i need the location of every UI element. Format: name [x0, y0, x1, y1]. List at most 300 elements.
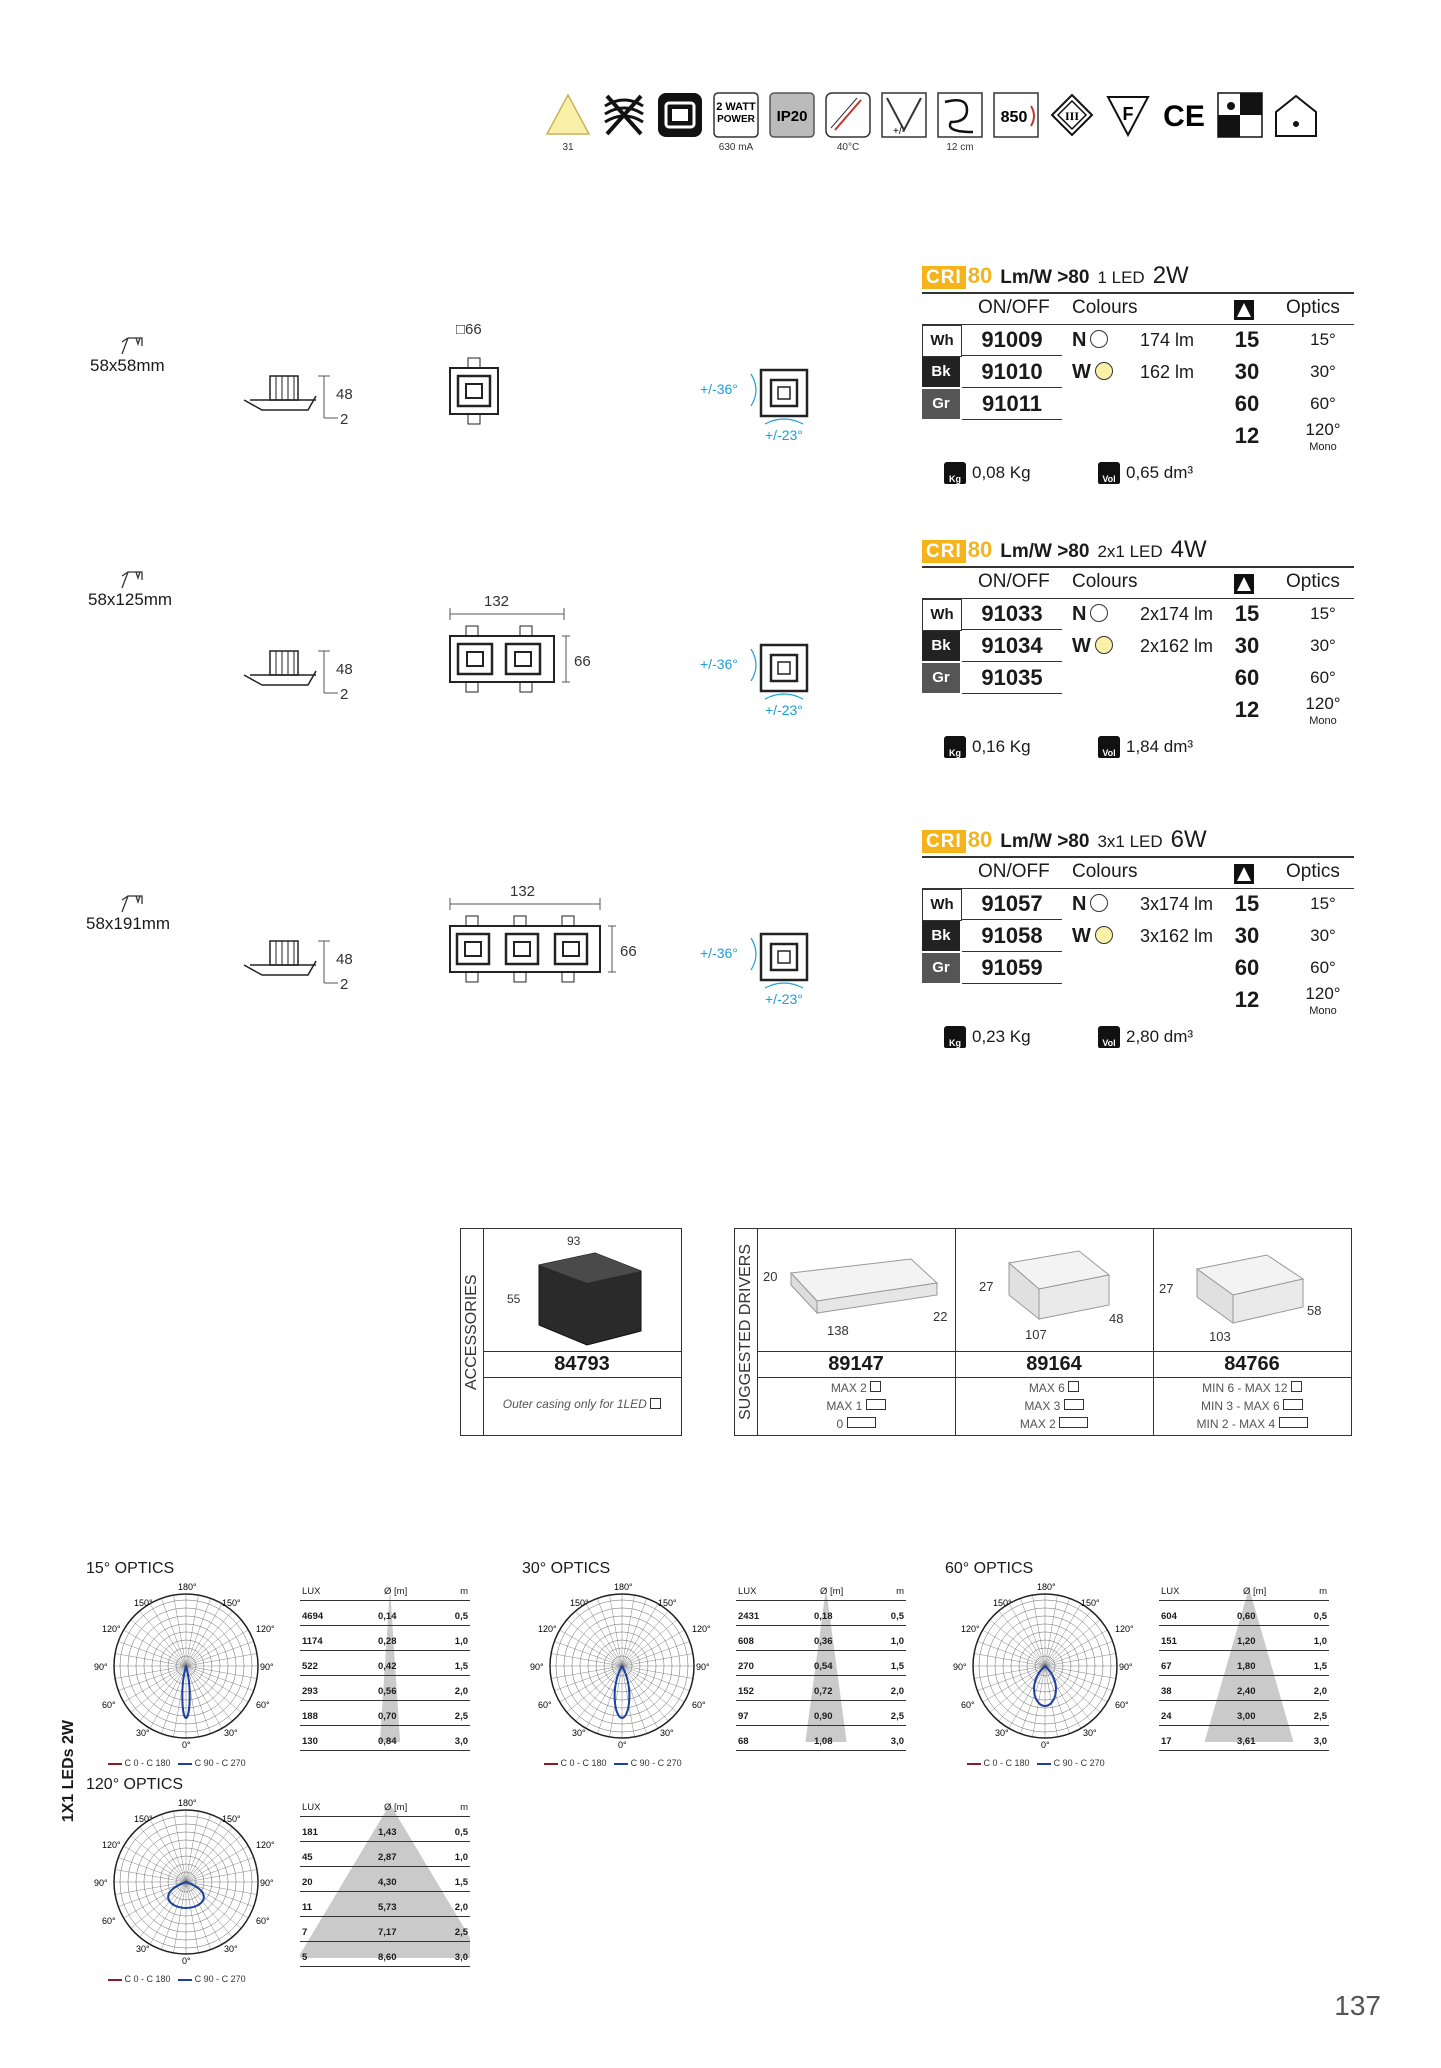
accessories-label: ACCESSORIES	[463, 1274, 480, 1390]
optic-angle: 60°	[1310, 394, 1336, 413]
finish-label: Wh	[922, 325, 962, 357]
tilt-horizontal: +/-36°	[700, 656, 738, 672]
optic-angle: 30°	[1310, 926, 1336, 945]
polar-angle-label: 60°	[692, 1700, 706, 1710]
svg-text:93: 93	[567, 1234, 581, 1248]
polar-angle-label: 90°	[953, 1662, 967, 1672]
table-row	[922, 921, 1354, 953]
side-profile-drawing	[240, 645, 360, 715]
polar-angle-label: 120°	[1115, 1624, 1134, 1634]
driver-code: 84766	[1224, 1353, 1280, 1375]
lux-row: 97 0,90 2,5	[736, 1701, 906, 1726]
product-code: 91035	[962, 663, 1062, 694]
lux-row: 45 2,87 1,0	[300, 1842, 470, 1867]
product-code: 91010	[962, 357, 1062, 388]
svg-text:POWER: POWER	[717, 114, 755, 125]
page-number: 137	[1334, 1990, 1381, 2021]
gap-dimension: 2	[340, 411, 349, 428]
finish-label: Wh	[922, 889, 962, 921]
beam-code: 12	[1234, 987, 1260, 1012]
polar-diagram	[522, 1578, 712, 1758]
optics-title: 60° OPTICS	[945, 1560, 1034, 1577]
polar-angle-label: 0°	[1041, 1740, 1050, 1750]
lmw-label: Lm/W >80	[1000, 267, 1090, 288]
lumen-value: 2x174 lm	[1140, 604, 1214, 624]
polar-angle-label: 30°	[136, 1944, 150, 1954]
spec-title	[922, 536, 1354, 566]
lux-header: LUX Ø [m] m	[300, 1798, 470, 1817]
optics-title: 15° OPTICS	[86, 1560, 175, 1577]
polar-angle-label: 90°	[530, 1662, 544, 1672]
beam-angle-icon	[1234, 300, 1254, 326]
polar-diagram	[86, 1578, 276, 1758]
lux-row: 604 0,60 0,5	[1159, 1601, 1329, 1626]
cri-badge: CRI	[922, 540, 966, 563]
polar-angle-label: 150°	[134, 1598, 153, 1608]
colours-header: Colours	[1072, 861, 1138, 882]
svg-text:27: 27	[979, 1279, 994, 1294]
svg-text:138: 138	[827, 1323, 849, 1338]
beam-code: 30	[1234, 633, 1260, 658]
svg-text:850: 850	[1000, 109, 1028, 126]
lux-table	[300, 1582, 470, 1751]
lux-row: 608 0,36 1,0	[736, 1626, 906, 1651]
polar-angle-label: 180°	[614, 1582, 633, 1592]
polar-angle-label: 60°	[538, 1700, 552, 1710]
legend-c90: C 90 - C 270	[194, 1758, 246, 1768]
lumen-value: 3x174 lm	[1140, 894, 1214, 914]
finish-label: Gr	[922, 389, 960, 419]
product-code: 91058	[962, 921, 1062, 952]
optic-angle: 15°	[1310, 604, 1336, 623]
lux-row: 20 4,30 1,5	[300, 1867, 470, 1892]
onoff-header: ON/OFF	[978, 571, 1050, 592]
table-row	[922, 599, 1354, 631]
mono-label: Mono	[1309, 1005, 1337, 1017]
polar-angle-label: 120°	[538, 1624, 557, 1634]
optic-angle: 120°	[1305, 984, 1341, 1003]
beam-code: 60	[1234, 665, 1260, 690]
svg-text:F: F	[1122, 104, 1134, 124]
accessory-note: Outer casing only for 1LED	[483, 1397, 681, 1411]
polar-angle-label: 180°	[1037, 1582, 1056, 1592]
warm-circle-icon	[1095, 926, 1113, 944]
polar-angle-label: 30°	[136, 1728, 150, 1738]
product-code: 91009	[962, 325, 1062, 356]
lux-row: 152 0,72 2,0	[736, 1676, 906, 1701]
neutral-circle-icon	[1090, 330, 1108, 348]
svg-text:55: 55	[507, 1292, 521, 1306]
lux-row: 151 1,20 1,0	[1159, 1626, 1329, 1651]
polar-angle-label: 120°	[102, 1624, 121, 1634]
optics-title: 30° OPTICS	[522, 1560, 611, 1577]
led-count: 2x1 LED	[1097, 542, 1163, 561]
tilt-vertical: +/-23°	[765, 427, 803, 443]
product-code: 91011	[962, 389, 1062, 420]
polar-angle-label: 150°	[993, 1598, 1012, 1608]
lux-row: 38 2,40 2,0	[1159, 1676, 1329, 1701]
weight-icon: Kg	[944, 1026, 966, 1048]
cri-badge: CRI	[922, 830, 966, 853]
one-led-icon	[870, 1381, 881, 1392]
product-code: 91059	[962, 953, 1062, 984]
cri-value: 80	[967, 827, 993, 852]
colour-temp: W	[1072, 357, 1113, 387]
tilt-drawing	[695, 924, 825, 1014]
weight-icon: Kg	[944, 736, 966, 758]
polar-legend	[967, 1758, 1105, 1768]
side-label: 1X1 LEDs 2W	[60, 1720, 77, 1823]
polar-angle-label: 60°	[102, 1916, 116, 1926]
mono-label: Mono	[1309, 441, 1337, 453]
optics-header: Optics	[1286, 571, 1340, 592]
wattage: 6W	[1170, 826, 1207, 853]
side-profile-drawing	[240, 935, 360, 1005]
optic-angle: 15°	[1310, 894, 1336, 913]
polar-angle-label: 60°	[102, 1700, 116, 1710]
lumen-value: 3x162 lm	[1140, 926, 1214, 946]
f-mark-icon	[1105, 92, 1151, 138]
beam-code: 15	[1234, 601, 1260, 626]
spec-header	[922, 856, 1354, 889]
table-row	[922, 631, 1354, 663]
outer-casing-drawing	[491, 1231, 677, 1351]
cri-value: 80	[967, 537, 993, 562]
table-row	[922, 663, 1354, 695]
colours-header: Colours	[1072, 297, 1138, 318]
polar-angle-label: 90°	[94, 1662, 108, 1672]
polar-angle-label: 90°	[260, 1878, 274, 1888]
lux-row: 7 7,17 2,5	[300, 1917, 470, 1942]
polar-angle-label: 150°	[134, 1814, 153, 1824]
two-led-icon	[1064, 1399, 1084, 1410]
optic-angle: 15°	[1310, 330, 1336, 349]
beam-code: 30	[1234, 359, 1260, 384]
driver-drawing	[1157, 1239, 1347, 1349]
lux-table	[1159, 1582, 1329, 1751]
svg-text:IP20: IP20	[776, 108, 808, 125]
legend-c0: C 0 - C 180	[124, 1974, 171, 1984]
lumen-value: 162 lm	[1140, 362, 1195, 382]
volume-icon: Vol	[1098, 1026, 1120, 1048]
spec-title	[922, 826, 1354, 856]
table-row	[922, 695, 1354, 727]
lux-header: LUX Ø [m] m	[300, 1582, 470, 1601]
driver-capacity: MIN 6 - MAX 12 MIN 3 - MAX 6 MIN 2 - MAX 4	[1153, 1379, 1351, 1433]
colour-temp: W	[1072, 921, 1113, 951]
lumen-value: 2x162 lm	[1140, 636, 1214, 656]
product-code: 91033	[962, 599, 1062, 630]
lux-row: 181 1,43 0,5	[300, 1817, 470, 1842]
front-drawing	[440, 590, 600, 710]
accessories-box	[460, 1228, 682, 1436]
lux-row: 5 8,60 3,0	[300, 1942, 470, 1967]
polar-angle-label: 60°	[256, 1700, 270, 1710]
optics-header: Optics	[1286, 297, 1340, 318]
polar-angle-label: 150°	[658, 1598, 677, 1608]
colour-temp: N	[1072, 599, 1108, 629]
warm-circle-icon	[1095, 636, 1113, 654]
temperature-icon: 40°C	[825, 92, 871, 138]
finish-label: Bk	[922, 921, 960, 951]
svg-text:III: III	[1064, 109, 1080, 123]
table-row	[922, 953, 1354, 985]
spec-table	[922, 536, 1354, 758]
lux-row: 2431 0,18 0,5	[736, 1601, 906, 1626]
polar-legend	[544, 1758, 682, 1768]
beam-code: 12	[1234, 697, 1260, 722]
lux-header: LUX Ø [m] m	[736, 1582, 906, 1601]
svg-text:48: 48	[1109, 1311, 1124, 1326]
svg-text:CE: CE	[1163, 100, 1205, 133]
optic-angle: 60°	[1310, 958, 1336, 977]
legend-c0: C 0 - C 180	[983, 1758, 1030, 1768]
three-led-icon	[1059, 1417, 1088, 1428]
half-tile-icon	[1217, 92, 1263, 138]
front-drawing	[440, 318, 550, 428]
optics-title: 120° OPTICS	[86, 1776, 184, 1793]
three-led-icon	[1279, 1417, 1308, 1428]
lux-row: 24 3,00 2,5	[1159, 1701, 1329, 1726]
cri-value: 80	[967, 263, 993, 288]
table-row	[922, 889, 1354, 921]
tilt-vertical: +/-23°	[765, 702, 803, 718]
lux-row: 522 0,42 1,5	[300, 1651, 470, 1676]
finish-label: Gr	[922, 953, 960, 983]
polar-angle-label: 120°	[692, 1624, 711, 1634]
polar-angle-label: 120°	[961, 1624, 980, 1634]
optic-angle: 30°	[1310, 636, 1336, 655]
lux-table	[300, 1798, 470, 1967]
lux-row: 17 3,61 3,0	[1159, 1726, 1329, 1751]
tilt-drawing	[695, 360, 825, 450]
spec-table	[922, 262, 1354, 484]
polar-angle-label: 60°	[256, 1916, 270, 1926]
warning-triangle-icon: 31	[545, 92, 591, 138]
class-iii-icon	[1049, 92, 1095, 138]
driver-drawing	[761, 1239, 951, 1349]
polar-angle-label: 30°	[1083, 1728, 1097, 1738]
tilt-horizontal: +/-36°	[700, 381, 738, 397]
height-dimension: 48	[336, 951, 353, 968]
polar-legend	[108, 1974, 246, 1984]
cri-badge: CRI	[922, 266, 966, 289]
volume: Vol 1,84 dm³	[1098, 736, 1193, 758]
finish-label: Bk	[922, 357, 960, 387]
svg-text:103: 103	[1209, 1329, 1231, 1344]
side-dimension: 66	[620, 943, 637, 960]
polar-angle-label: 90°	[1119, 1662, 1133, 1672]
tilt-vertical: +/-23°	[765, 991, 803, 1007]
house-icon	[1273, 92, 1319, 138]
polar-angle-label: 150°	[222, 1814, 241, 1824]
gap-dimension: 2	[340, 976, 349, 993]
legend-c90: C 90 - C 270	[1053, 1758, 1105, 1768]
side-profile-drawing	[240, 370, 360, 440]
lumen-value: 174 lm	[1140, 330, 1195, 350]
volume-icon: Vol	[1098, 462, 1120, 484]
polar-angle-label: 30°	[224, 1728, 238, 1738]
legend-c0: C 0 - C 180	[124, 1758, 171, 1768]
size-caption: 58x58mm	[90, 356, 165, 375]
legend-c0: C 0 - C 180	[560, 1758, 607, 1768]
lmw-label: Lm/W >80	[1000, 831, 1090, 852]
wattage: 2W	[1152, 262, 1189, 289]
polar-angle-label: 90°	[696, 1662, 710, 1672]
mono-label: Mono	[1309, 715, 1337, 727]
onoff-header: ON/OFF	[978, 297, 1050, 318]
spec-table	[922, 826, 1354, 1048]
colour-temp: W	[1072, 631, 1113, 661]
table-row	[922, 421, 1354, 453]
volume: Vol 2,80 dm³	[1098, 1026, 1193, 1048]
optic-angle: 120°	[1305, 420, 1341, 439]
spec-header	[922, 292, 1354, 325]
top-dimension: 132	[484, 593, 510, 610]
front-drawing	[440, 880, 660, 1000]
beam-code: 15	[1234, 327, 1260, 352]
top-dimension: □66	[456, 321, 482, 338]
driver-code: 89164	[1026, 1353, 1082, 1375]
weight: Kg 0,23 Kg	[944, 1026, 1031, 1048]
lux-row: 1174 0,28 1,0	[300, 1626, 470, 1651]
polar-angle-label: 30°	[572, 1728, 586, 1738]
certification-icon-strip	[545, 92, 1319, 153]
beam-code: 60	[1234, 955, 1260, 980]
table-row	[922, 389, 1354, 421]
lux-row: 68 1,08 3,0	[736, 1726, 906, 1751]
spec-header	[922, 566, 1354, 599]
driver-code: 89147	[828, 1353, 884, 1375]
tilt-horizontal: +/-36°	[700, 945, 738, 961]
svg-text:27: 27	[1159, 1281, 1174, 1296]
power-icon: 2 WATT POWER 630 mA	[713, 92, 759, 138]
optic-angle: 30°	[1310, 362, 1336, 381]
height-dimension: 48	[336, 386, 353, 403]
weight-icon: Kg	[944, 462, 966, 484]
polar-angle-label: 0°	[182, 1956, 191, 1966]
polar-angle-label: 180°	[178, 1798, 197, 1808]
polar-diagram	[945, 1578, 1135, 1758]
one-led-icon	[1068, 1381, 1079, 1392]
drivers-box	[734, 1228, 1352, 1436]
driver-box-icon	[657, 92, 703, 138]
colour-temp: N	[1072, 889, 1108, 919]
svg-text:2 WATT: 2 WATT	[716, 101, 756, 113]
polar-angle-label: 150°	[1081, 1598, 1100, 1608]
colours-header: Colours	[1072, 571, 1138, 592]
weight: Kg 0,16 Kg	[944, 736, 1031, 758]
optics-header: Optics	[1286, 861, 1340, 882]
lux-table	[736, 1582, 906, 1751]
side-dimension: 66	[574, 653, 591, 670]
svg-text:+/-: +/-	[893, 126, 905, 137]
polar-angle-label: 30°	[660, 1728, 674, 1738]
no-insulation-icon	[601, 92, 647, 138]
table-row	[922, 325, 1354, 357]
volume-icon: Vol	[1098, 736, 1120, 758]
accessory-code: 84793	[554, 1353, 610, 1375]
polar-angle-label: 30°	[224, 1944, 238, 1954]
polar-angle-label: 60°	[1115, 1700, 1129, 1710]
warm-circle-icon	[1095, 362, 1113, 380]
table-row	[922, 357, 1354, 389]
beam-code: 30	[1234, 923, 1260, 948]
polar-angle-label: 180°	[178, 1582, 197, 1592]
lux-row: 293 0,56 2,0	[300, 1676, 470, 1701]
legend-c90: C 90 - C 270	[194, 1974, 246, 1984]
finish-label: Gr	[922, 663, 960, 693]
onoff-header: ON/OFF	[978, 861, 1050, 882]
table-row	[922, 985, 1354, 1017]
dimmable-icon	[881, 92, 927, 138]
cable-icon: 12 cm	[937, 92, 983, 138]
svg-text:107: 107	[1025, 1327, 1047, 1342]
two-led-icon	[1283, 1399, 1303, 1410]
top-dimension: 132	[510, 883, 536, 900]
beam-code: 15	[1234, 891, 1260, 916]
led-count: 1 LED	[1097, 268, 1145, 287]
legend-c90: C 90 - C 270	[630, 1758, 682, 1768]
polar-angle-label: 60°	[961, 1700, 975, 1710]
lux-row: 4694 0,14 0,5	[300, 1601, 470, 1626]
beam-angle-icon	[1234, 574, 1254, 600]
polar-angle-label: 150°	[222, 1598, 241, 1608]
driver-drawing	[959, 1239, 1149, 1349]
850-icon	[993, 92, 1039, 138]
drivers-label: SUGGESTED DRIVERS	[737, 1243, 754, 1421]
beam-code: 60	[1234, 391, 1260, 416]
polar-diagram	[86, 1794, 276, 1974]
polar-angle-label: 90°	[260, 1662, 274, 1672]
weight: Kg 0,08 Kg	[944, 462, 1031, 484]
finish-label: Wh	[922, 599, 962, 631]
lmw-label: Lm/W >80	[1000, 541, 1090, 562]
wattage: 4W	[1170, 536, 1207, 563]
one-led-icon	[1291, 1381, 1302, 1392]
polar-angle-label: 120°	[256, 1624, 275, 1634]
polar-legend	[108, 1758, 246, 1768]
lux-row: 67 1,80 1,5	[1159, 1651, 1329, 1676]
beam-angle-icon	[1234, 864, 1254, 890]
two-led-icon	[866, 1399, 886, 1410]
gap-dimension: 2	[340, 686, 349, 703]
three-led-icon	[847, 1417, 876, 1428]
svg-text:22: 22	[933, 1309, 948, 1324]
beam-code: 12	[1234, 423, 1260, 448]
ce-mark-icon	[1161, 92, 1207, 138]
lux-row: 130 0,84 3,0	[300, 1726, 470, 1751]
polar-angle-label: 120°	[256, 1840, 275, 1850]
polar-angle-label: 30°	[995, 1728, 1009, 1738]
polar-angle-label: 90°	[94, 1878, 108, 1888]
finish-label: Bk	[922, 631, 960, 661]
led-count: 3x1 LED	[1097, 832, 1163, 851]
neutral-circle-icon	[1090, 604, 1108, 622]
driver-capacity: MAX 2 MAX 1 0	[757, 1379, 955, 1433]
lux-row: 11 5,73 2,0	[300, 1892, 470, 1917]
optic-angle: 60°	[1310, 668, 1336, 687]
polar-angle-label: 150°	[570, 1598, 589, 1608]
lux-header: LUX Ø [m] m	[1159, 1582, 1329, 1601]
svg-text:20: 20	[763, 1269, 778, 1284]
lux-row: 270 0,54 1,5	[736, 1651, 906, 1676]
colour-temp: N	[1072, 325, 1108, 355]
driver-capacity: MAX 6 MAX 3 MAX 2	[955, 1379, 1153, 1433]
polar-angle-label: 0°	[182, 1740, 191, 1750]
size-caption: 58x125mm	[88, 590, 173, 609]
ip20-icon	[769, 92, 815, 138]
